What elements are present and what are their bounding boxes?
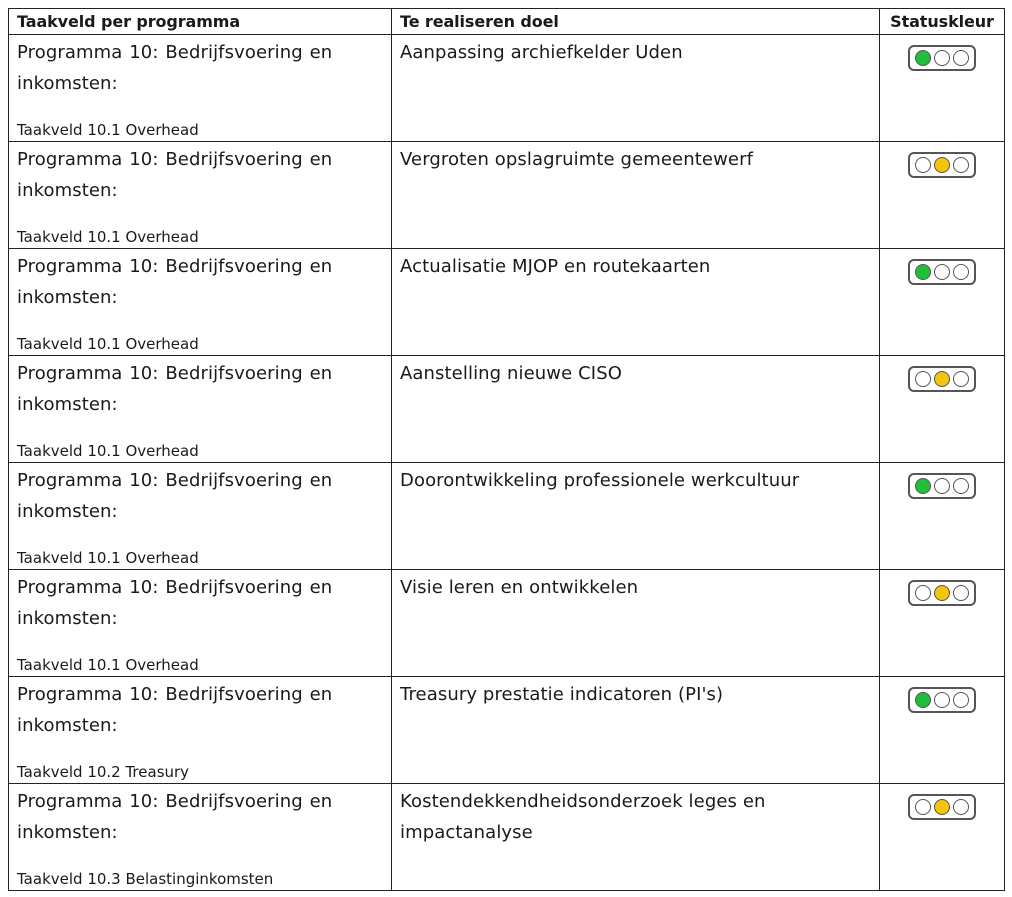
yellow-light-icon <box>934 692 950 708</box>
doel-cell: Treasury prestatie indicatoren (PI's) <box>392 677 880 784</box>
traffic-light-icon <box>908 152 976 178</box>
programma-label: Programma 10: Bedrijfsvoering en inkomsten: <box>17 256 333 308</box>
status-cell <box>880 463 1005 570</box>
programma-label: Programma 10: Bedrijfsvoering en inkomsten: <box>17 791 333 843</box>
table-row <box>9 356 1005 463</box>
header-taakveld: Taakveld per programma <box>9 9 392 35</box>
green-light-icon <box>915 478 931 494</box>
header-row <box>9 9 1005 35</box>
programma-label: Programma 10: Bedrijfsvoering en inkomsten: <box>17 577 333 629</box>
programma-label: Programma 10: Bedrijfsvoering en inkomsten: <box>17 470 333 522</box>
traffic-light-icon <box>908 366 976 392</box>
doel-cell: Visie leren en ontwikkelen <box>392 570 880 677</box>
status-cell <box>880 570 1005 677</box>
yellow-light-icon <box>934 371 950 387</box>
table-row <box>9 570 1005 677</box>
taakveld-label: Taakveld 10.2 Treasury <box>17 763 190 781</box>
table-row <box>9 35 1005 142</box>
programma-label: Programma 10: Bedrijfsvoering en inkomsten: <box>17 42 333 94</box>
red-light-icon <box>953 478 969 494</box>
taakveld-label: Taakveld 10.1 Overhead <box>17 549 199 567</box>
taakveld-label: Taakveld 10.3 Belastinginkomsten <box>17 870 274 888</box>
header-doel: Te realiseren doel <box>392 9 880 35</box>
table-row <box>9 249 1005 356</box>
header-statuskleur: Statuskleur <box>880 9 1005 35</box>
green-light-icon <box>915 692 931 708</box>
table-row <box>9 677 1005 784</box>
red-light-icon <box>953 371 969 387</box>
red-light-icon <box>953 585 969 601</box>
taakveld-label: Taakveld 10.1 Overhead <box>17 228 199 246</box>
taakveld-cell <box>9 356 392 463</box>
yellow-light-icon <box>934 799 950 815</box>
status-table <box>8 8 1005 891</box>
programma-label: Programma 10: Bedrijfsvoering en inkomsten: <box>17 684 333 736</box>
status-cell <box>880 356 1005 463</box>
taakveld-label: Taakveld 10.1 Overhead <box>17 121 199 139</box>
traffic-light-icon <box>908 687 976 713</box>
red-light-icon <box>953 692 969 708</box>
green-light-icon <box>915 50 931 66</box>
red-light-icon <box>953 157 969 173</box>
taakveld-cell <box>9 249 392 356</box>
traffic-light-icon <box>908 580 976 606</box>
doel-cell: Aanpassing archiefkelder Uden <box>392 35 880 142</box>
doel-cell: Vergroten opslagruimte gemeentewerf <box>392 142 880 249</box>
status-cell <box>880 249 1005 356</box>
doel-cell: Doorontwikkeling professionele werkcultuur <box>392 463 880 570</box>
yellow-light-icon <box>934 264 950 280</box>
doel-cell: Aanstelling nieuwe CISO <box>392 356 880 463</box>
green-light-icon <box>915 371 931 387</box>
programma-label: Programma 10: Bedrijfsvoering en inkomsten: <box>17 363 333 415</box>
taakveld-cell <box>9 677 392 784</box>
traffic-light-icon <box>908 473 976 499</box>
status-cell <box>880 142 1005 249</box>
red-light-icon <box>953 264 969 280</box>
table-body <box>9 35 1005 891</box>
taakveld-cell <box>9 784 392 891</box>
taakveld-label: Taakveld 10.1 Overhead <box>17 442 199 460</box>
green-light-icon <box>915 264 931 280</box>
table-row <box>9 142 1005 249</box>
traffic-light-icon <box>908 794 976 820</box>
yellow-light-icon <box>934 50 950 66</box>
traffic-light-icon <box>908 45 976 71</box>
doel-cell: Actualisatie MJOP en routekaarten <box>392 249 880 356</box>
green-light-icon <box>915 157 931 173</box>
status-cell <box>880 677 1005 784</box>
taakveld-cell <box>9 142 392 249</box>
yellow-light-icon <box>934 157 950 173</box>
taakveld-label: Taakveld 10.1 Overhead <box>17 335 199 353</box>
traffic-light-icon <box>908 259 976 285</box>
green-light-icon <box>915 799 931 815</box>
table-row <box>9 784 1005 891</box>
programma-label: Programma 10: Bedrijfsvoering en inkomsten: <box>17 149 333 201</box>
taakveld-cell <box>9 463 392 570</box>
table-row <box>9 463 1005 570</box>
taakveld-cell <box>9 35 392 142</box>
status-cell <box>880 35 1005 142</box>
yellow-light-icon <box>934 478 950 494</box>
green-light-icon <box>915 585 931 601</box>
taakveld-label: Taakveld 10.1 Overhead <box>17 656 199 674</box>
status-cell <box>880 784 1005 891</box>
red-light-icon <box>953 799 969 815</box>
red-light-icon <box>953 50 969 66</box>
doel-cell: Kostendekkendheidsonderzoek leges en impactanalyse <box>392 784 880 891</box>
yellow-light-icon <box>934 585 950 601</box>
taakveld-cell <box>9 570 392 677</box>
